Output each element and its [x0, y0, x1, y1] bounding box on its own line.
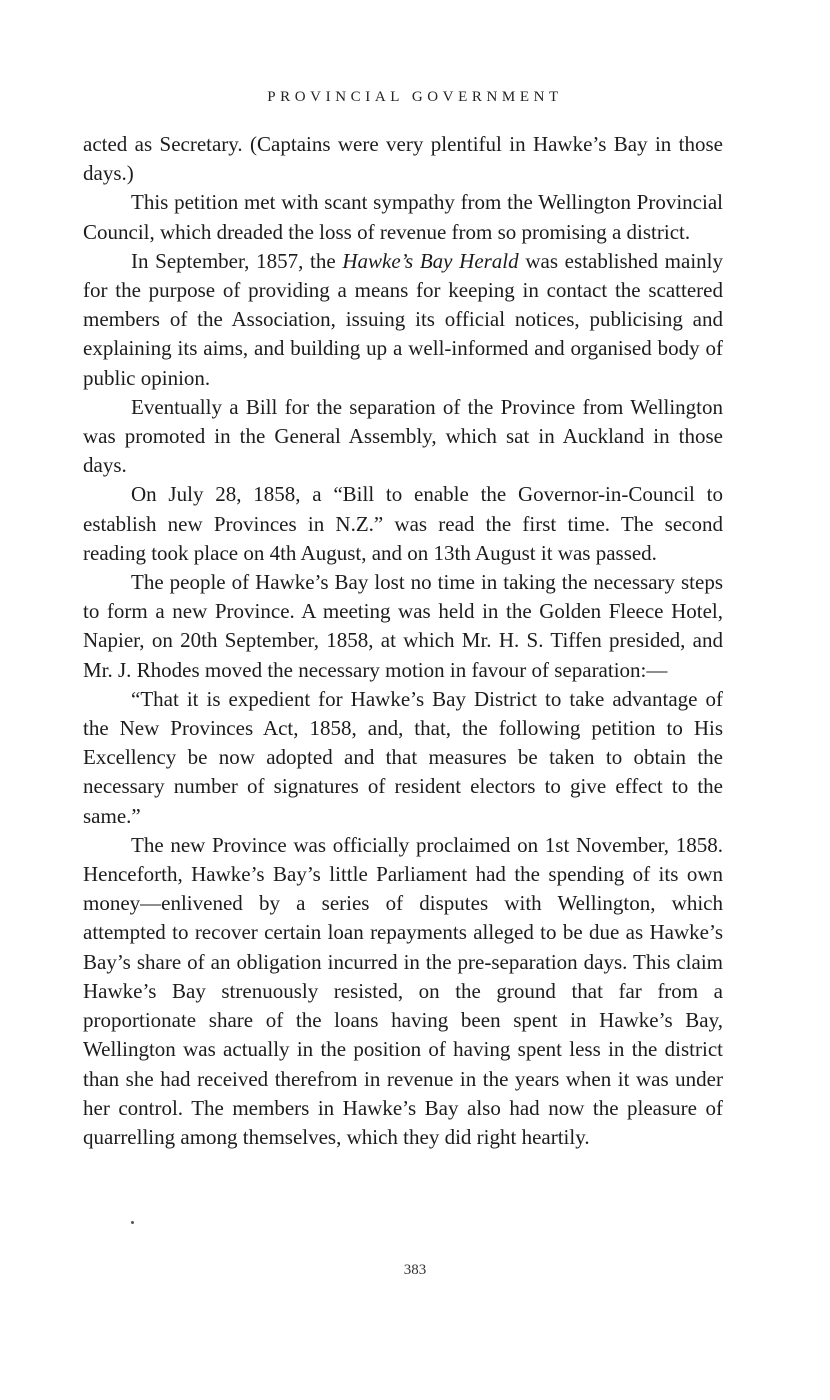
page-number: 383 — [403, 1262, 427, 1278]
body-text — [83, 130, 723, 1152]
paragraph-3 — [83, 247, 723, 393]
paragraph-3-lead: In September, 1857, the — [131, 248, 343, 273]
ink-speck — [131, 1221, 134, 1224]
paragraph-1: acted as Secretary. (Captains were very plentiful in Hawke’s Bay in those days.) — [83, 132, 723, 186]
paragraph-4: Eventually a Bill for the separation of the Province from Wellington was promoted in the General Assembly, which sat in Auckland in those days. — [83, 394, 723, 478]
paragraph-7-quotation: “That it is expedient for Hawke’s Bay District to take advantage of the New Provinces Act, 1858, and, that, the following petition to His Excellency be now adopted and that measures be taken to obtain the necessary number of signatures of resident electors to give effect to the same.” — [83, 686, 723, 828]
paragraph-5: On July 28, 1858, a “Bill to enable the Governor-in-Council to establish new Provinces in N.Z.” was read the first time. The second reading took place on 4th August, and on 13th August it was passed. — [83, 482, 723, 565]
newspaper-title: Hawke’s Bay Herald — [342, 248, 519, 273]
running-head: PROVINCIAL GOVERNMENT — [267, 89, 563, 105]
paragraph-6: The people of Hawke’s Bay lost no time in taking the necessary steps to form a new Province. A meeting was held in the Golden Fleece Hotel, Napier, on 20th September, 1858, at which Mr. H. S. Tiffen presided, and Mr. J. Rhodes moved the necessary motion in favour of separation:— — [83, 570, 723, 682]
paragraph-8: The new Province was officially proclaimed on 1st November, 1858. Henceforth, Hawke’s Bay’s little Parliament had the spending of its own money—enlivened by a series of disputes with Wellington, which attempted to recover certain loan repayments alleged to be due as Hawke’s Bay’s share of an obligation incurred in the pre-separation days. This claim Hawke’s Bay strenuously resisted, on the ground that far from a proportionate share of the loans having been spent in Hawke’s Bay, Wellington was actually in the position of having spent less in the district than she had received therefrom in revenue in the years when it was under her control. The members in Hawke’s Bay also had now the pleasure of quarrelling among themselves, which they did right heartily. — [83, 832, 723, 1149]
paragraph-3-rest: was established mainly for the purpose of providing a means for keeping in contact the scattered members of the Association, issuing its official notices, publicising and explaining its aims, and building up a well-informed and organised body of public opinion. — [83, 248, 724, 390]
paragraph-2: This petition met with scant sympathy from the Wellington Provincial Council, which dreaded the loss of revenue from so promising a district. — [83, 190, 723, 244]
